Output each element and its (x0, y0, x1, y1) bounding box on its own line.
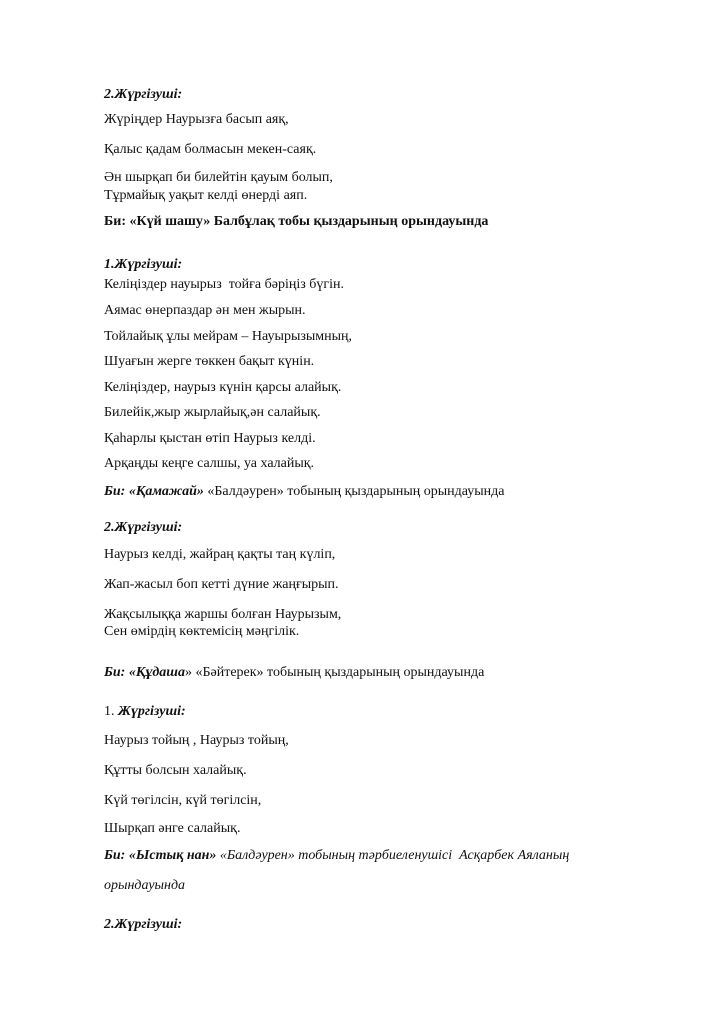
verse-line: Шырқап әнге салайық. (104, 821, 241, 836)
verse-line: Келіңіздер, наурыз күнін қарсы алайық. (104, 380, 342, 395)
speaker-heading (104, 704, 186, 720)
dance-title: Би: «Құдаша (104, 665, 185, 680)
dance-performers: «Балдәурен» тобының қыздарының орындауында (203, 484, 505, 499)
speaker-heading: 1.Жүргізуші: (104, 257, 183, 272)
verse-line: Келіңіздер науырыз тойға бәріңіз бүгін. (104, 277, 344, 292)
verse-line: Жап-жасыл боп кетті дүние жаңғырып. (104, 577, 339, 592)
verse-line: Наурыз келді, жайраң қақты таң күліп, (104, 547, 336, 562)
speaker-number: 1. (104, 704, 118, 719)
verse-line: Қаһарлы қыстан өтіп Наурыз келді. (104, 431, 316, 446)
speaker-label: Жүргізуші: (118, 704, 186, 719)
verse-line: Жүріңдер Наурызға басып аяқ, (104, 112, 289, 127)
verse-line: Тұрмайық уақыт келді өнерді аяп. (104, 188, 308, 203)
verse-line: Тойлайық ұлы мейрам – Науырызымның, (104, 329, 353, 344)
speaker-heading: 2.Жүргізуші: (104, 917, 183, 932)
verse-line: Арқаңды кеңге салшы, уа халайық. (104, 456, 315, 471)
verse-line: Сен өмірдің көктемісің мәңгілік. (104, 624, 300, 639)
dance-announcement-continued: орындауында (104, 878, 186, 893)
verse-line: Жақсылыққа жаршы болған Наурызым, (104, 607, 342, 622)
verse-line: Шуағын жерге төккен бақыт күнін. (104, 354, 315, 369)
dance-announcement: Би: «Күй шашу» Балбұлақ тобы қыздарының орындауында (104, 214, 489, 229)
dance-performers: «Балдәурен» тобының тәрбиеленушісі Асқарбек Аяланың (216, 848, 570, 863)
verse-line: Наурыз тойың , Наурыз тойың, (104, 733, 289, 748)
verse-line: Аямас өнерпаздар ән мен жырын. (104, 303, 306, 318)
dance-announcement (104, 848, 569, 864)
dance-title: Би: «Қамажай» (104, 484, 204, 499)
speaker-heading: 2.Жүргізуші: (104, 520, 183, 535)
speaker-heading: 2.Жүргізуші: (104, 87, 183, 102)
verse-line: Күй төгілсін, күй төгілсін, (104, 793, 262, 808)
verse-line: Ән шырқап би билейтін қауым болып, (104, 170, 333, 185)
verse-line: Құтты болсын халайық. (104, 763, 247, 778)
dance-announcement (104, 484, 505, 500)
verse-line: Қалыс қадам болмасын мекен-саяқ. (104, 142, 317, 157)
dance-title: Би: «Ыстық нан» (104, 848, 217, 863)
verse-line: Билейік,жыр жырлайық,ән салайық. (104, 405, 321, 420)
dance-performers: » «Бәйтерек» тобының қыздарының орындауында (184, 665, 485, 680)
dance-announcement (104, 665, 484, 681)
